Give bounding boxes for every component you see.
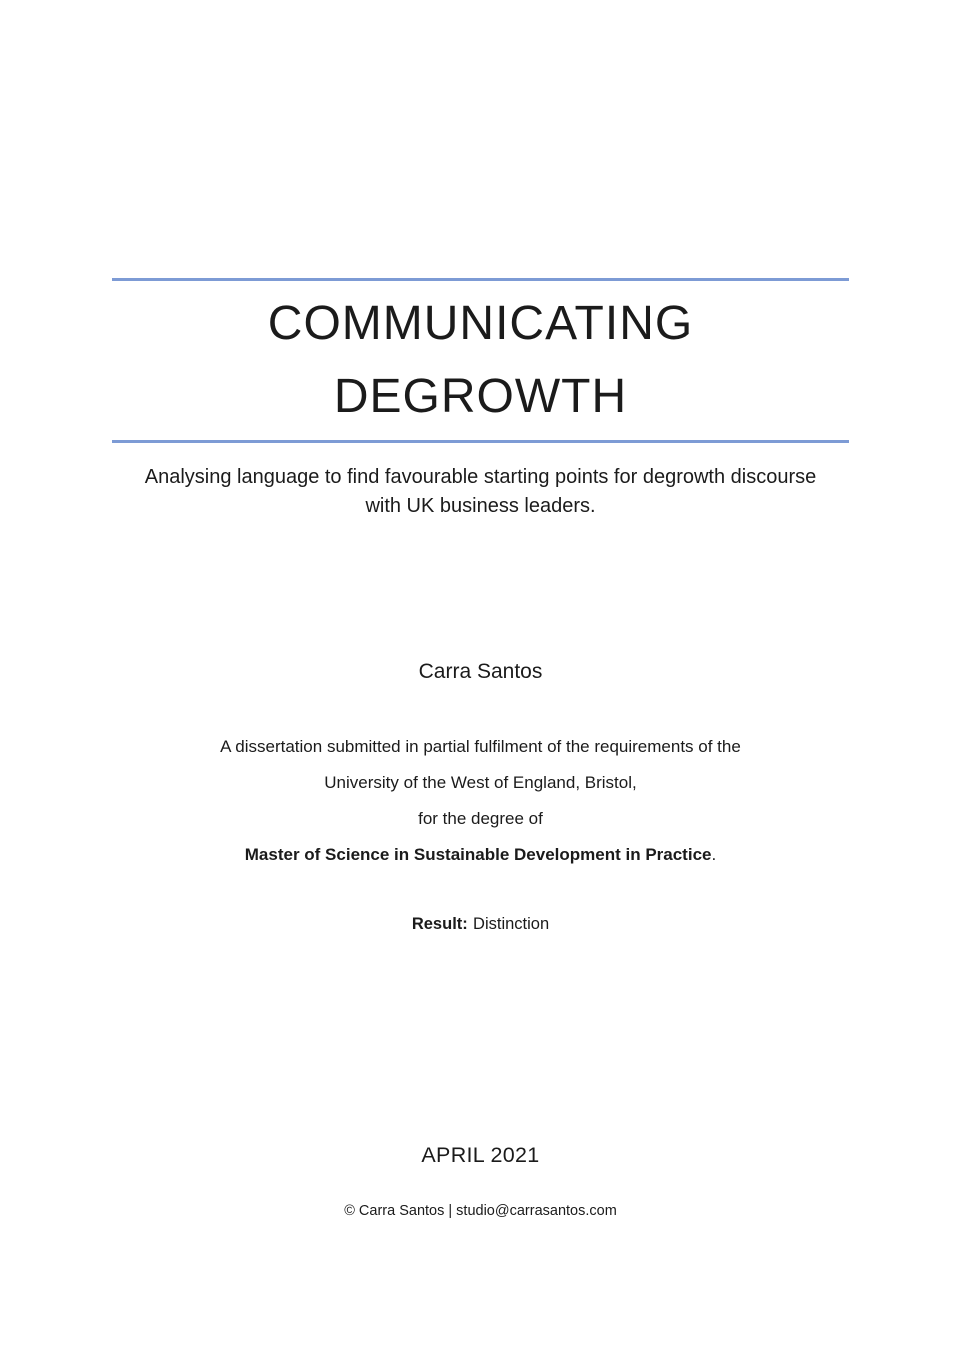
- submission-statement: [112, 729, 849, 873]
- subtitle: [112, 463, 849, 521]
- result-label: Result:: [411, 915, 468, 933]
- document-title-line-2: DEGROWTH: [333, 370, 628, 423]
- result-line: [112, 912, 849, 936]
- result-value: Distinction: [473, 915, 550, 933]
- title-block: [112, 278, 849, 443]
- statement-line-1: A dissertation submitted in partial fulfilment of the requirements of the: [220, 737, 741, 756]
- subtitle-line-1: Analysing language to find favourable starting points for degrowth discourse: [144, 466, 817, 488]
- subtitle-line-2: with UK business leaders.: [365, 495, 596, 517]
- degree-punctuation: .: [711, 845, 717, 864]
- copyright-credit: © Carra Santos | studio@carrasantos.com: [344, 1203, 617, 1219]
- document-title-line-1: COMMUNICATING: [267, 297, 694, 350]
- degree-line: [112, 837, 849, 873]
- statement-line-3: for the degree of: [418, 809, 543, 828]
- author-name: Carra Santos: [418, 660, 543, 683]
- statement-line-2: University of the West of England, Bristol,: [324, 773, 637, 792]
- degree-title: Master of Science in Sustainable Development in Practice: [244, 845, 712, 864]
- publication-date: APRIL 2021: [421, 1143, 540, 1167]
